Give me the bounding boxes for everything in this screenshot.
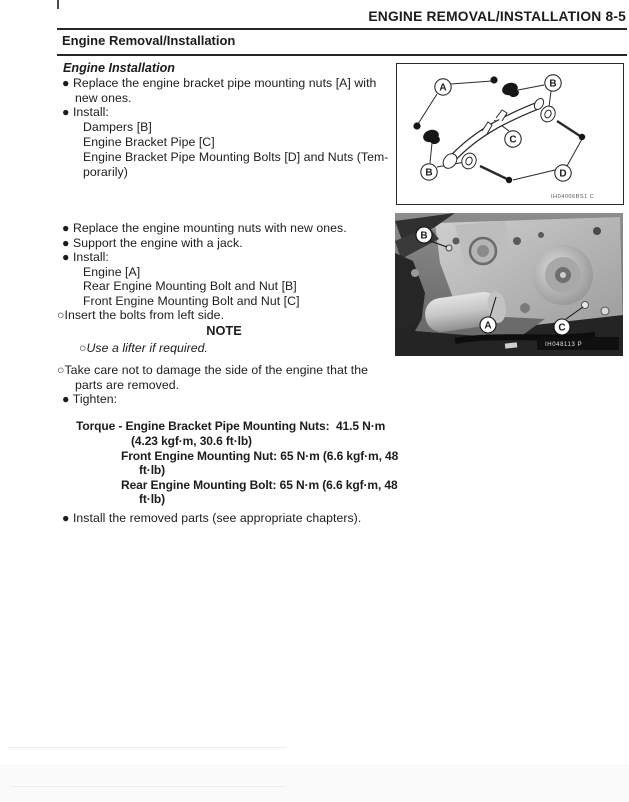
torque-line: ft·lb) [139, 492, 166, 506]
page-header-title: ENGINE REMOVAL/INSTALLATION 8-5 [368, 9, 626, 24]
text-line: ● Install: [62, 105, 109, 119]
svg-text:C: C [558, 322, 566, 334]
figure-code: IH04006BS1 C [551, 194, 595, 200]
svg-text:B: B [549, 78, 557, 90]
text-line: new ones. [75, 91, 132, 105]
text-line: ● Support the engine with a jack. [62, 236, 243, 250]
svg-text:A: A [439, 82, 447, 94]
note-line: ○Use a lifter if required. [79, 341, 209, 355]
torque-line: ft·lb) [139, 463, 166, 477]
callout-b-bottom [421, 164, 437, 180]
text-line: Front Engine Mounting Bolt and Nut [C] [83, 294, 300, 308]
text-line: ○Take care not to damage the side of the engine that the [57, 363, 369, 377]
svg-text:A: A [484, 320, 492, 332]
section-rule [57, 54, 627, 56]
text-line: ● Replace the engine mounting nuts with new ones. [62, 221, 347, 235]
text-line: ● Tighten: [62, 392, 118, 406]
text-line: ● Replace the engine bracket pipe mounting nuts [A] with [62, 76, 377, 90]
callout-b-top [545, 75, 561, 91]
figure-engine-photo [395, 213, 623, 356]
scan-edge-tick [57, 0, 59, 9]
text-line: ● Install the removed parts (see appropriate chapters). [62, 511, 362, 525]
svg-text:D: D [559, 168, 567, 180]
text-line: Rear Engine Mounting Bolt and Nut [B] [83, 279, 297, 293]
callout-c [505, 131, 521, 147]
callout-b [416, 227, 432, 243]
text-line: porarily) [83, 165, 128, 179]
text-line: Engine [A] [83, 265, 141, 279]
svg-text:B: B [420, 230, 428, 242]
callout-c [554, 319, 570, 335]
torque-line: Front Engine Mounting Nut: 65 N·m (6.6 kgf·m, 48 [121, 449, 399, 463]
text-line: Engine Bracket Pipe Mounting Bolts [D] and Nuts (Tem- [83, 150, 389, 164]
figure-bracket-pipe-diagram [396, 63, 624, 205]
text-line: parts are removed. [75, 378, 180, 392]
text-line: Engine Bracket Pipe [C] [83, 135, 215, 149]
svg-text:B: B [425, 167, 433, 179]
callout-a [435, 79, 451, 95]
text-line: ● Install: [62, 250, 109, 264]
callout-a [480, 317, 496, 333]
callout-d [555, 165, 571, 181]
text-line: ○Insert the bolts from left side. [57, 308, 224, 322]
torque-line: Rear Engine Mounting Bolt: 65 N·m (6.6 kgf·m, 48 [121, 478, 398, 492]
svg-text:C: C [509, 134, 517, 146]
scan-artifact-line [8, 747, 286, 748]
header-rule [57, 28, 627, 30]
subsection-title: Engine Installation [63, 61, 175, 75]
figure-code: IH048113 P [545, 342, 583, 348]
torque-line: (4.23 kgf·m, 30.6 ft·lb) [131, 434, 252, 448]
note-heading: NOTE [206, 323, 242, 338]
scan-footer-strip [0, 764, 629, 802]
scan-artifact-line [10, 786, 286, 787]
section-title: Engine Removal/Installation [62, 33, 236, 48]
text-line: Dampers [B] [83, 120, 152, 134]
torque-line: Torque - Engine Bracket Pipe Mounting Nuts: 41.5 N·m [76, 419, 386, 433]
